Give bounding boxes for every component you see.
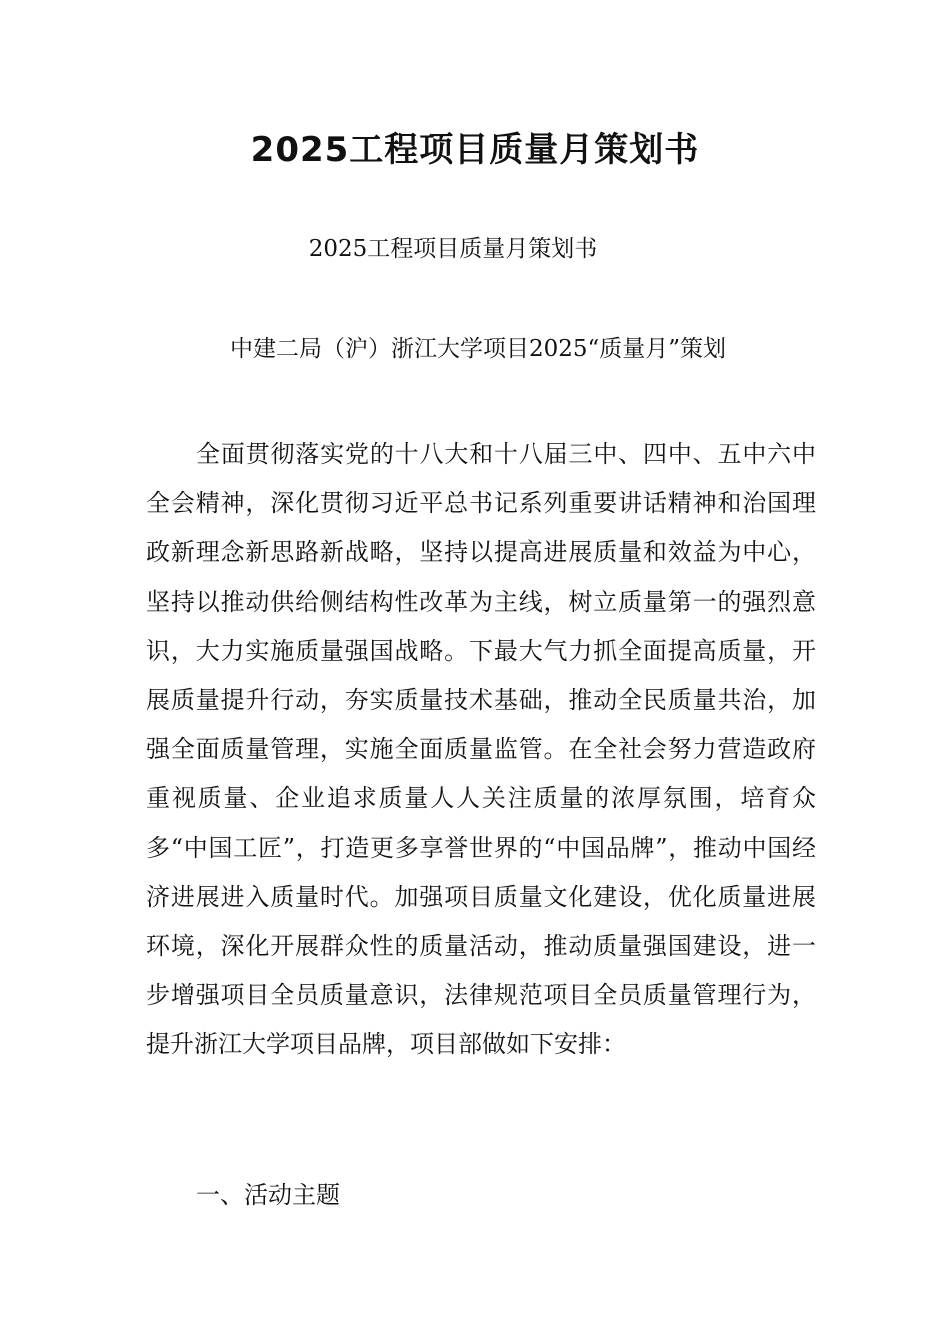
- document-subtitle: 2025工程项目质量月策划书: [308, 236, 598, 262]
- document-title: 2025工程项目质量月策划书: [250, 130, 700, 170]
- organization-heading: 中建二局（沪）浙江大学项目2025“质量月”策划: [229, 336, 727, 362]
- intro-paragraph: 全面贯彻落实党的十八大和十八届三中、四中、五中六中全会精神，深化贯彻习近平总书记系列重要讲话精神和治国理政新理念新思路新战略，坚持以提高进展质量和效益为中心，坚持以推动供给侧结构性改革为主线，树立质量第一的强烈意识，大力实施质量强国战略。下最大气力抓全面提高质量，开展质量提升行动，夯实质量技术基础，推动全民质量共治，加强全面质量管理，实施全面质量监管。在全社会努力营造政府重视质量、企业追求质量人人关注质量的浓厚氛围，培育众多“中国工匠”，打造更多享誉世界的“中国品牌”，推动中国经济进展进入质量时代。加强项目质量文化建设，优化质量进展环境，深化开展群众性的质量活动，推动质量强国建设，进一步增强项目全员质量意识，法律规范项目全员质量管理行为，提升浙江大学项目品牌，项目部做如下安排：: [146, 440, 816, 1059]
- section-heading-activity-theme: 一、活动主题: [196, 1181, 340, 1209]
